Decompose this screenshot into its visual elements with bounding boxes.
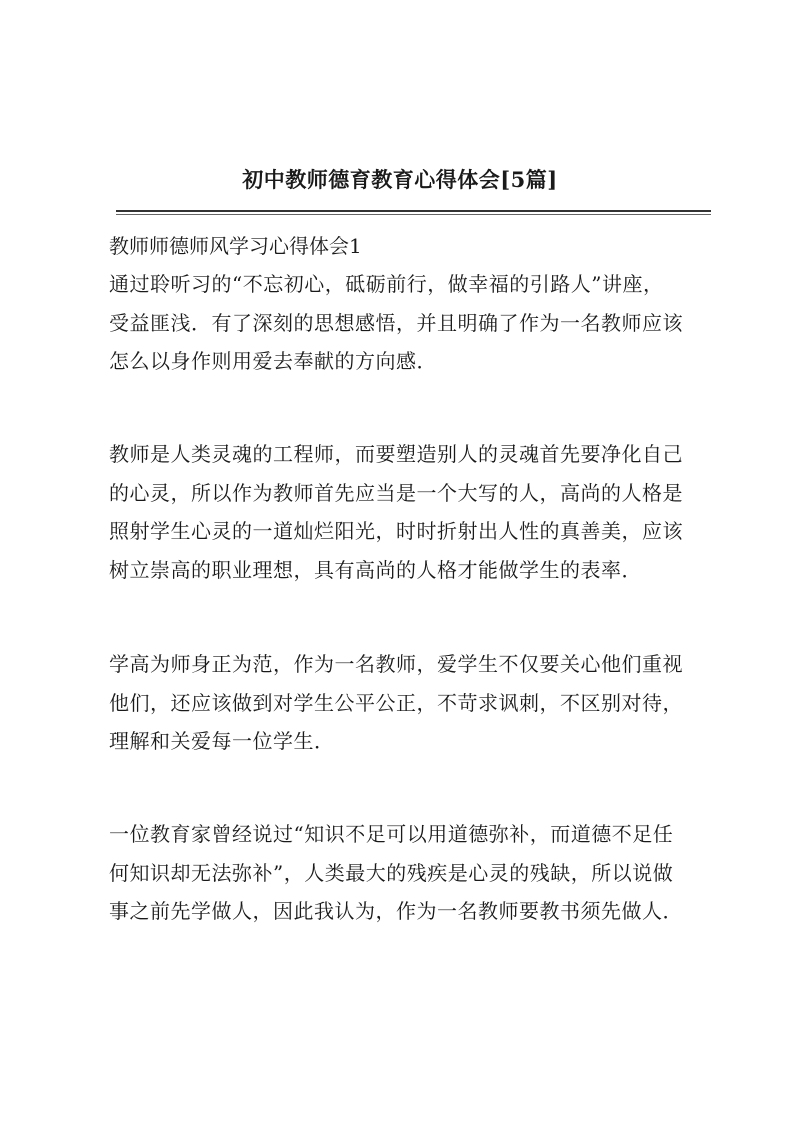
paragraph-2 — [109, 435, 709, 589]
paragraph-line: 何知识却无法弥补”，人类最大的残疾是心灵的残缺，所以说做 — [109, 860, 674, 885]
paragraph-line: 受益匪浅．有了深刻的思想感悟，并且明确了作为一名教师应该 — [109, 310, 683, 335]
section-heading: 教师师德师风学习心得体会1 — [109, 234, 362, 258]
paragraph-line: 的心灵，所以作为教师首先应当是一个大写的人，高尚的人格是 — [109, 480, 683, 505]
paragraph-line: 一位教育家曾经说过“知识不足可以用道德弥补，而道德不足任 — [109, 822, 674, 846]
title-divider-thin — [116, 214, 711, 215]
paragraph-3 — [109, 645, 709, 761]
paragraph-line: 通过聆听习的“不忘初心，砥砺前行，做幸福的引路人”讲座， — [109, 272, 664, 296]
paragraph-line: 事之前先学做人，因此我认为，作为一名教师要教书须先做人． — [109, 899, 683, 923]
paragraph-line: 怎么以身作则用爱去奉献的方向感． — [109, 349, 437, 373]
paragraph-line: 照射学生心灵的一道灿烂阳光，时时折射出人性的真善美，应该 — [109, 519, 683, 543]
document-title: 初中教师德育教育心得体会[5篇] — [242, 167, 558, 192]
paragraph-line: 树立崇高的职业理想，具有高尚的人格才能做学生的表率． — [109, 557, 642, 582]
paragraph-line: 学高为师身正为范，作为一名教师，爱学生不仅要关心他们重视 — [109, 652, 683, 676]
paragraph-line: 教师是人类灵魂的工程师，而要塑造别人的灵魂首先要净化自己 — [109, 442, 683, 466]
title-divider — [116, 210, 711, 212]
paragraph-line: 他们，还应该做到对学生公平公正，不苛求讽刺，不区别对待， — [109, 690, 683, 715]
paragraph-1 — [109, 265, 709, 381]
paragraph-4 — [109, 815, 709, 931]
paragraph-line: 理解和关爱每一位学生． — [109, 729, 335, 753]
